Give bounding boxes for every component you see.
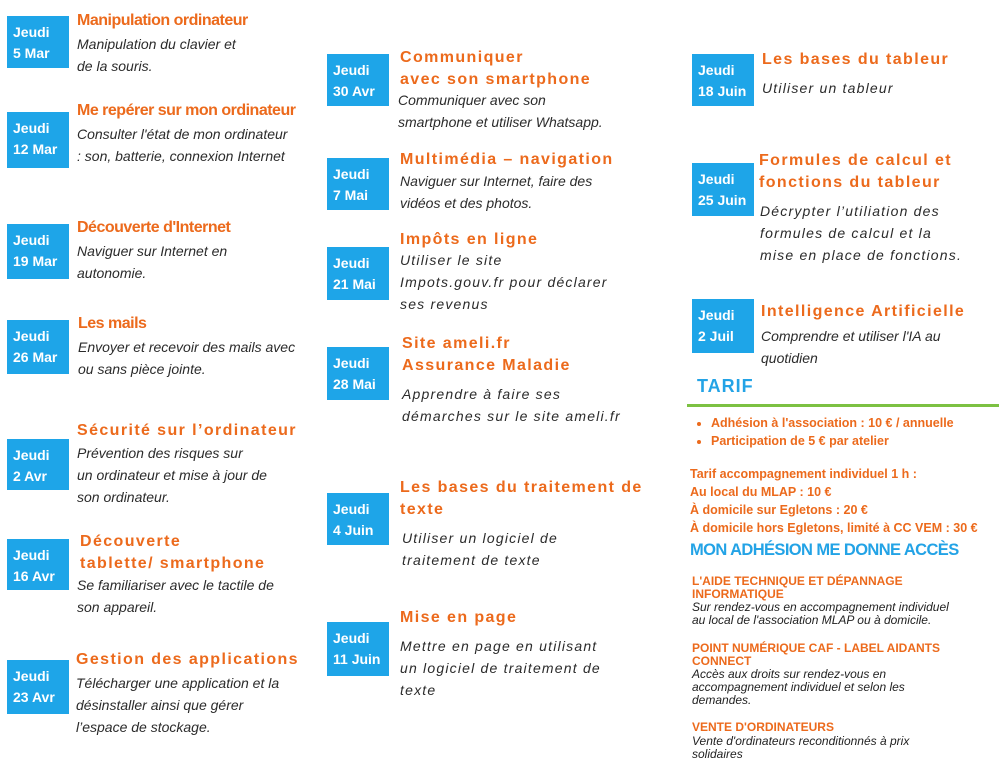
individual-pricing: Tarif accompagnement individuel 1 h : Au local du MLAP : 10 € À domicile sur Egletons : 20 € À domicile hors Egletons, limité à CC VEM : 30 € (690, 467, 978, 535)
date-badge: Jeudi 30 Avr (327, 54, 389, 106)
date-badge: Jeudi 5 Mar (7, 16, 69, 68)
workshop-description: Communiquer avec son smartphone et utiliser Whatsapp. (398, 92, 603, 130)
date-badge: Jeudi 2 Juil (692, 299, 754, 353)
date-badge: Jeudi 23 Avr (7, 660, 69, 714)
access-item-description: Sur rendez-vous en accompagnement individuel au local de l'association MLAP ou à domicile. (692, 600, 949, 627)
workshop-description: Naviguer sur Internet en autonomie. (77, 243, 228, 281)
workshop-title: Me repérer sur mon ordinateur (77, 102, 296, 119)
workshop-description: Se familiariser avec le tactile de son appareil. (77, 577, 274, 615)
workshop-title: Les bases du tableur (762, 51, 950, 68)
date-badge: Jeudi 21 Mai (327, 247, 389, 300)
workshop-description: Apprendre à faire ses démarches sur le site ameli.fr (402, 386, 621, 424)
date-badge: Jeudi 4 Juin (327, 493, 389, 545)
workshop-title: Mise en page (400, 609, 518, 626)
date-badge: Jeudi 25 Juin (692, 163, 754, 216)
date-badge: Jeudi 7 Mai (327, 158, 389, 210)
workshop-title: Les bases du traitement de texte (400, 479, 643, 518)
access-item-heading: L'AIDE TECHNIQUE ET DÉPANNAGE INFORMATIQUE (692, 574, 903, 601)
access-item-description: Vente d'ordinateurs reconditionnés à prix solidaires (692, 734, 910, 761)
date-badge: Jeudi 16 Avr (7, 539, 69, 590)
workshop-title: Multimédia – navigation (400, 151, 614, 168)
workshop-title: Sécurité sur l’ordinateur (77, 422, 297, 439)
workshop-title: Site ameli.fr Assurance Maladie (402, 335, 571, 374)
workshop-title: Intelligence Artificielle (761, 303, 966, 320)
workshop-description: Télécharger une application et la désinstaller ainsi que gérer l’espace de stockage. (76, 675, 280, 735)
date-badge: Jeudi 28 Mai (327, 347, 389, 400)
workshop-title: Gestion des applications (76, 651, 299, 668)
workshop-description: Utiliser un logiciel de traitement de texte (402, 530, 558, 568)
workshop-description: Comprendre et utiliser l'IA au quotidien (761, 328, 941, 366)
date-badge: Jeudi 19 Mar (7, 224, 69, 279)
workshop-title: Découverte tablette/ smartphone (80, 533, 266, 572)
date-badge: Jeudi 2 Avr (7, 439, 69, 490)
workshop-title: Impôts en ligne (400, 231, 539, 248)
workshop-description: Mettre en page en utilisant un logiciel de traitement de texte (400, 638, 601, 698)
access-item-heading: VENTE D'ORDINATEURS (692, 720, 834, 734)
workshop-title: Découverte d'Internet (77, 219, 231, 236)
list-item: • Participation de 5 € par atelier (711, 432, 954, 450)
date-badge: Jeudi 26 Mar (7, 320, 69, 374)
workshop-description: Utiliser un tableur (762, 80, 894, 96)
list-item: • Adhésion à l'association : 10 € / annuelle (711, 414, 954, 432)
workshop-title: Manipulation ordinateur (77, 12, 248, 29)
workshop-description: Utiliser le site Impots.gouv.fr pour déclarer ses revenus (400, 252, 608, 312)
workshop-description: Envoyer et recevoir des mails avec ou sans pièce jointe. (78, 339, 296, 377)
tarif-title: TARIF (697, 376, 754, 396)
workshop-description: Naviguer sur Internet, faire des vidéos et des photos. (400, 173, 593, 211)
date-badge: Jeudi 11 Juin (327, 622, 389, 676)
workshop-description: Décrypter l’utiliation des formules de calcul et la mise en place de fonctions. (760, 203, 963, 263)
access-item-description: Accès aux droits sur rendez-vous en accompagnement individuel et selon les demandes. (692, 667, 905, 707)
access-item-heading: POINT NUMÉRIQUE CAF - LABEL AIDANTS CONNECT (692, 641, 940, 668)
workshop-title: Communiquer avec son smartphone (400, 49, 592, 88)
date-badge: Jeudi 18 Juin (692, 54, 754, 106)
workshop-description: Manipulation du clavier et de la souris. (77, 36, 236, 74)
tarif-list (694, 414, 954, 450)
workshop-title: Formules de calcul et fonctions du tableur (759, 152, 953, 191)
divider (687, 404, 999, 407)
workshop-description: Consulter l'état de mon ordinateur : son, batterie, connexion Internet (77, 126, 288, 164)
workshop-title: Les mails (78, 315, 147, 332)
workshop-description: Prévention des risques sur un ordinateur et mise à jour de son ordinateur. (77, 445, 267, 505)
date-badge: Jeudi 12 Mar (7, 112, 69, 168)
access-title: MON ADHÉSION ME DONNE ACCÈS (690, 541, 959, 559)
